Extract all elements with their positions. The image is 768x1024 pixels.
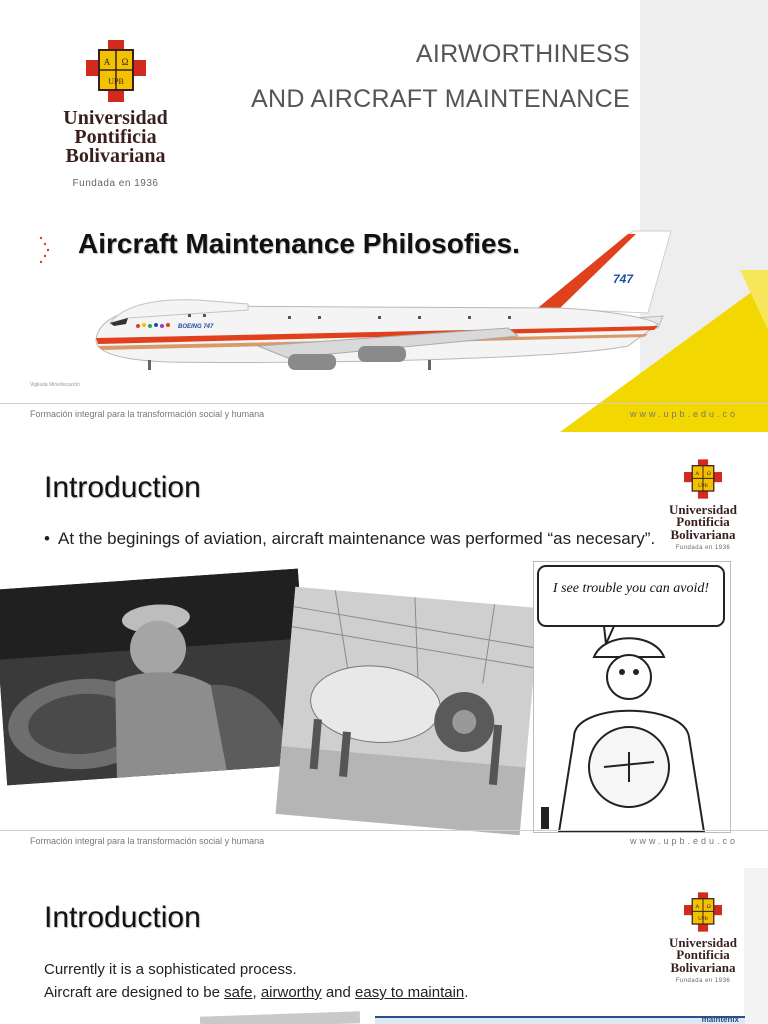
logo-name-line1: Universidad bbox=[63, 107, 168, 129]
title-line-1: AIRWORTHINESS bbox=[415, 40, 630, 68]
cross-shield-icon bbox=[86, 40, 146, 102]
logo-founded: Fundada en 1936 bbox=[72, 178, 159, 189]
presentation-subtitle: Aircraft Maintenance Philosofies. bbox=[78, 228, 520, 259]
cross-shield-icon bbox=[684, 459, 722, 499]
line2-and: and bbox=[321, 984, 356, 1001]
logo-name-line2: Pontificia bbox=[74, 126, 157, 148]
slide-footer bbox=[0, 403, 768, 426]
mechanic-photo bbox=[0, 569, 311, 786]
slide-heading: Introduction bbox=[44, 901, 201, 934]
logo-founded: Fundada en 1936 bbox=[675, 978, 731, 985]
university-logo bbox=[664, 459, 742, 551]
doc-header: maintenix bbox=[701, 1015, 739, 1024]
tail-text: 747 bbox=[613, 272, 634, 286]
side-band bbox=[744, 868, 768, 1024]
cross-shield-icon bbox=[684, 892, 722, 932]
slide-title bbox=[0, 0, 768, 432]
boeing-747-airplane-image bbox=[88, 228, 673, 378]
logo-name-line2: Pontificia bbox=[676, 514, 730, 530]
logo-name-line1: Universidad bbox=[669, 935, 737, 950]
footer-url: www.upb.edu.co bbox=[629, 409, 738, 419]
slide-footer bbox=[0, 830, 768, 853]
shield-letter-a: A bbox=[103, 57, 110, 67]
decorative-dots-icon bbox=[38, 236, 52, 266]
bullet-text: At the beginings of aviation, aircraft maintenance was performed “as necesary”. bbox=[58, 529, 656, 548]
logo-name-line3: Bolivariana bbox=[65, 145, 166, 167]
slide-introduction-1 bbox=[0, 437, 768, 862]
keyword-safe: safe bbox=[224, 984, 253, 1001]
logo-name-line2: Pontificia bbox=[676, 947, 730, 963]
shield-letters-upb: UPB bbox=[698, 916, 708, 923]
logo-founded: Fundada en 1936 bbox=[675, 545, 731, 552]
slide-introduction-2 bbox=[0, 868, 768, 1024]
line2-end: . bbox=[464, 984, 469, 1001]
logo-name-line3: Bolivariana bbox=[670, 959, 736, 975]
keyword-airworthy: airworthy bbox=[260, 984, 322, 1001]
shield-letter-a: A bbox=[695, 904, 700, 911]
title-line-2: AND AIRCRAFT MAINTENANCE bbox=[250, 85, 630, 113]
shield-letter-omega: Ω bbox=[121, 57, 128, 67]
cartoon-edge bbox=[541, 807, 549, 829]
logo-name-line3: Bolivariana bbox=[670, 526, 736, 542]
keyword-easy-to-maintain: easy to maintain bbox=[355, 984, 465, 1001]
bullet-icon: • bbox=[44, 529, 50, 548]
fortune-teller-cartoon bbox=[533, 561, 731, 833]
shield-letter-a: A bbox=[695, 471, 700, 478]
partial-photo bbox=[200, 1011, 360, 1024]
partial-document bbox=[375, 1016, 745, 1024]
shield-letter-omega: Ω bbox=[706, 471, 711, 478]
logo-name-line1: Universidad bbox=[669, 502, 737, 517]
footer-url: www.upb.edu.co bbox=[629, 836, 738, 846]
shield-letter-omega: Ω bbox=[706, 904, 711, 911]
hangar-photo bbox=[276, 587, 540, 835]
line2-prefix: Aircraft are designed to be bbox=[44, 984, 225, 1001]
university-logo bbox=[664, 892, 742, 984]
shield-letters-upb: UPB bbox=[107, 77, 124, 86]
footer-motto: Formación integral para la transformación social y humana bbox=[30, 836, 265, 846]
body-line-2 bbox=[44, 984, 468, 1001]
bullet-point bbox=[44, 527, 664, 550]
slide-heading: Introduction bbox=[44, 471, 201, 504]
footer-motto: Formación integral para la transformación social y humana bbox=[30, 409, 265, 419]
body-line-1: Currently it is a sophisticated process. bbox=[44, 961, 297, 978]
cartoon-caption: I see trouble you can avoid! bbox=[552, 581, 710, 596]
accreditation-caption: Vigilada Mineducación bbox=[30, 382, 80, 388]
university-logo bbox=[58, 40, 173, 189]
line2-sep: , bbox=[252, 984, 261, 1001]
fuselage-text: BOEING 747 bbox=[178, 324, 214, 330]
shield-letters-upb: UPB bbox=[698, 483, 708, 490]
